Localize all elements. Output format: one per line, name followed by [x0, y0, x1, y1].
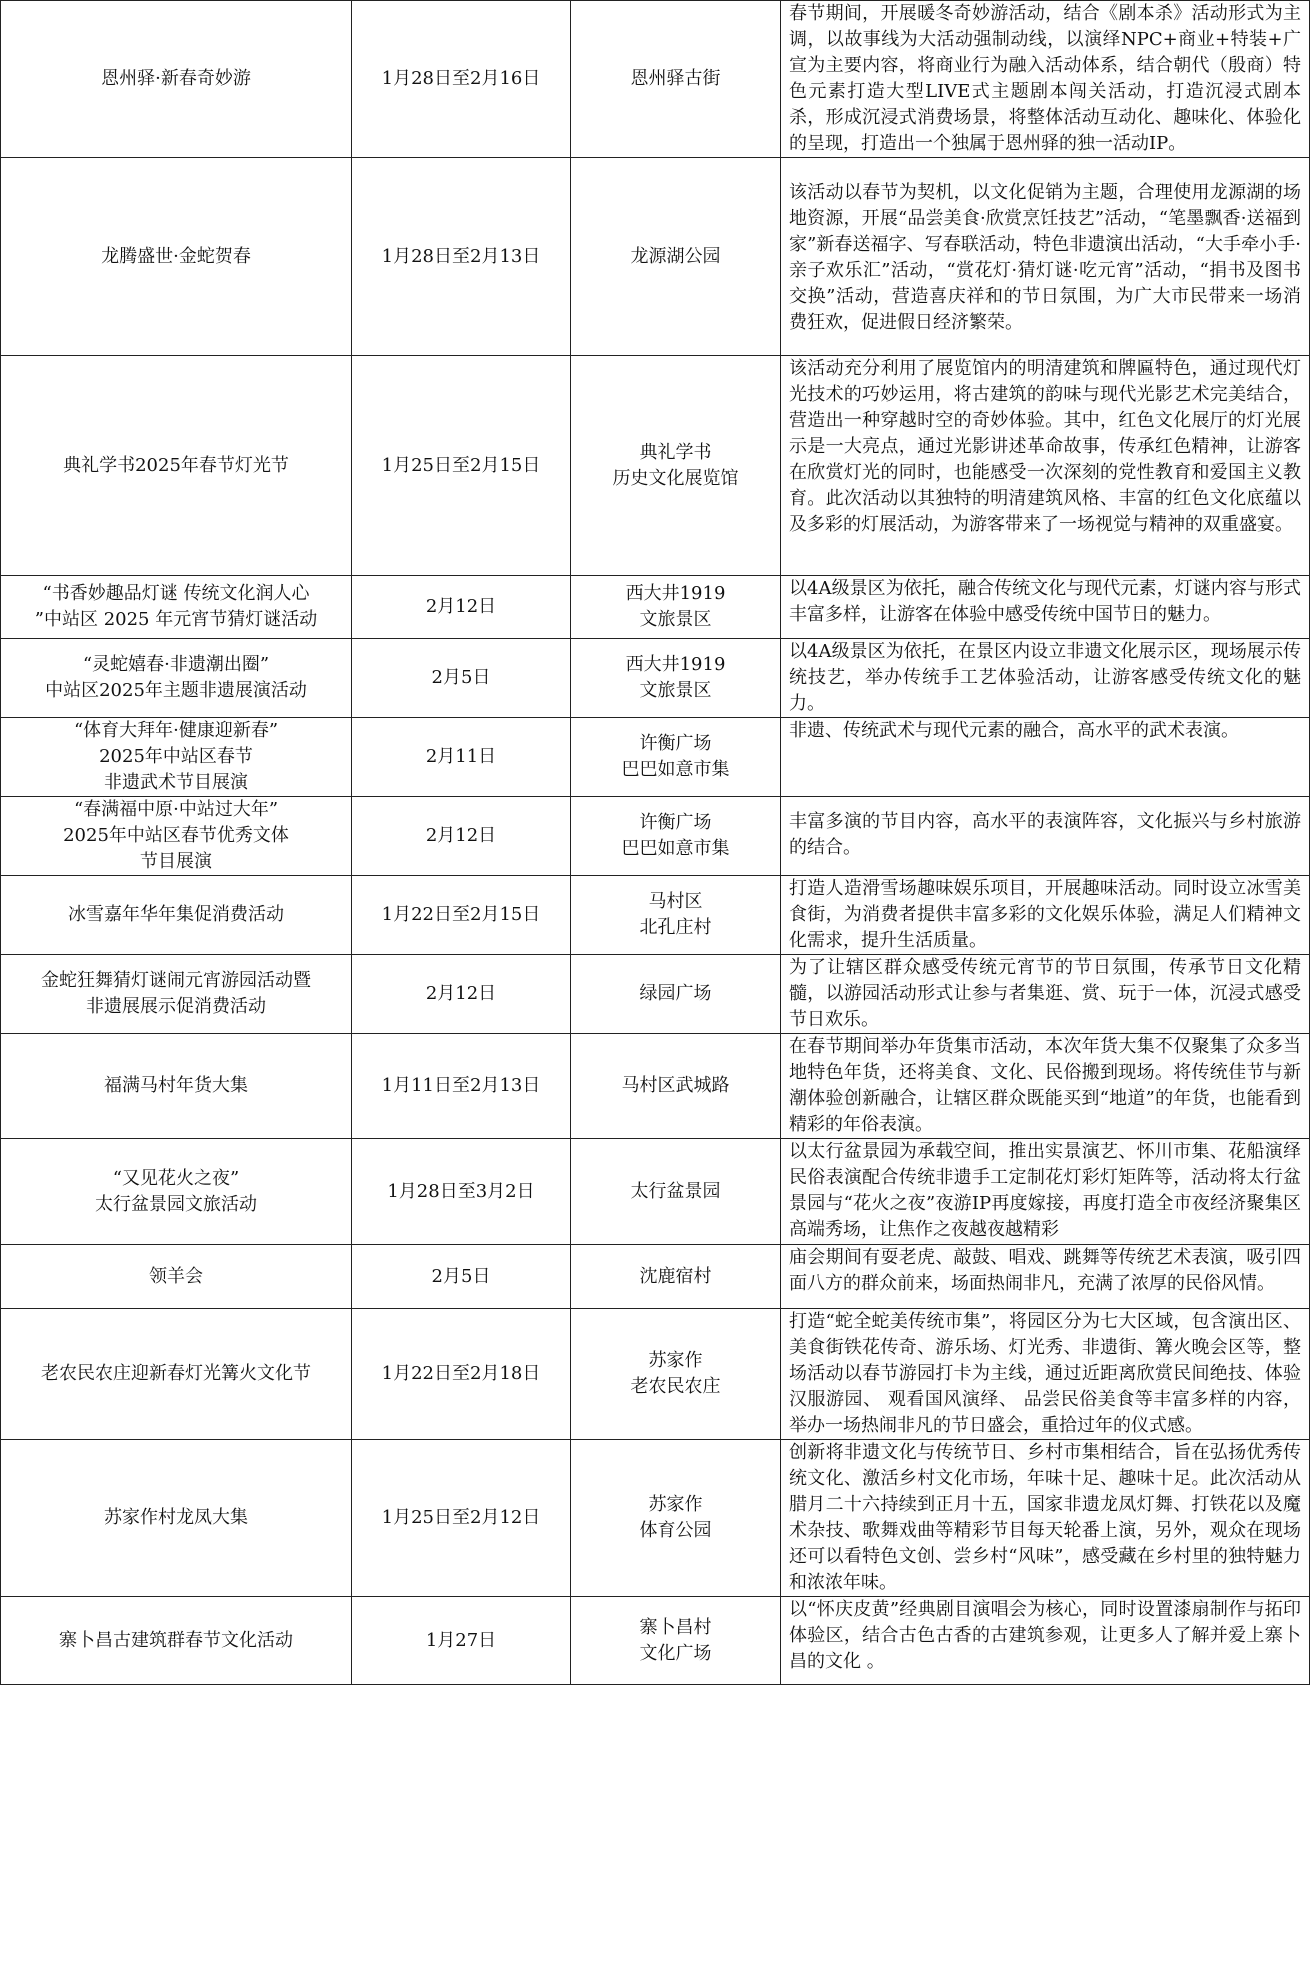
event-place-line: 历史文化展览馆 [612, 467, 739, 489]
event-name-cell [1, 1440, 352, 1597]
event-place-line: 体育公园 [639, 1520, 712, 1541]
event-place-line: 马村区 [648, 891, 703, 912]
event-description-cell [781, 639, 1310, 718]
event-place-cell [571, 356, 781, 576]
event-name-cell [1, 1, 352, 158]
event-date-cell [352, 1597, 571, 1685]
event-name-cell [1, 797, 352, 876]
event-description: 以4A级景区为依托，在景区内设立非遗文化展示区，现场展示传统技艺，举办传统手工艺体验活动，让游客感受传统文化的魅力。 [789, 641, 1301, 714]
event-place-line: 文旅景区 [639, 609, 712, 630]
event-name-cell [1, 876, 352, 955]
event-place-cell [571, 718, 781, 797]
table-row [1, 356, 1310, 576]
event-name-line: 福满马村年货大集 [104, 1075, 248, 1096]
event-date-cell [352, 356, 571, 576]
event-place-line: 巴巴如意市集 [621, 838, 730, 859]
event-description-cell [781, 576, 1310, 639]
event-date-cell [352, 1245, 571, 1309]
event-description-cell [781, 1309, 1310, 1440]
event-description: 春节期间，开展暖冬奇妙游活动，结合《剧本杀》活动形式为主调，以故事线为大活动强制动线，以演绎NPC+商业+特装+广宣为主要内容，将商业行为融入活动体系，结合朝代（殷商）特色元素打造大型LIVE式主题剧本闯关活动，打造沉浸式剧本杀，形成沉浸式消费场景，将整体活动互动化、趣味化、体验化的呈现，打造出一个独属于恩州驿的独一活动IP。 [789, 3, 1301, 154]
event-name-line: “春满福中原·中站过大年” [73, 799, 279, 820]
event-place-line: 寨卜昌村 [639, 1616, 712, 1638]
event-date-cell [352, 1309, 571, 1440]
table-row [1, 1597, 1310, 1685]
event-description: 打造人造滑雪场趣味娱乐项目，开展趣味活动。同时设立冰雪美食街，为消费者提供丰富多彩的文化娱乐体验，满足人们精神文化需求，提升生活质量。 [789, 878, 1301, 951]
event-name-cell [1, 1309, 352, 1440]
event-description-cell [781, 1139, 1310, 1245]
event-place-cell [571, 1139, 781, 1245]
event-place-cell [571, 876, 781, 955]
event-description-cell [781, 797, 1310, 876]
event-place-cell [571, 1309, 781, 1440]
event-description-cell [781, 1245, 1310, 1309]
event-description-cell [781, 955, 1310, 1034]
event-date: 1月22日至2月15日 [381, 904, 541, 925]
event-name-cell [1, 1139, 352, 1245]
event-description: 丰富多演的节目内容，高水平的表演阵容，文化振兴与乡村旅游的结合。 [789, 811, 1301, 858]
table-row [1, 718, 1310, 797]
event-place-line: 文旅景区 [639, 680, 712, 701]
event-place-line: 沈鹿宿村 [639, 1265, 712, 1287]
event-place-line: 典礼学书 [639, 441, 712, 463]
event-description-cell [781, 876, 1310, 955]
event-date-cell [352, 876, 571, 955]
event-name-cell [1, 356, 352, 576]
event-date: 2月11日 [425, 746, 497, 767]
table-row [1, 955, 1310, 1034]
event-name-line: 典礼学书2025年春节灯光节 [63, 454, 289, 476]
event-description-cell [781, 356, 1310, 576]
event-name-line: 冰雪嘉年华年集促消费活动 [68, 904, 284, 925]
event-place-cell [571, 1597, 781, 1685]
event-description-cell [781, 1597, 1310, 1685]
event-date: 2月5日 [431, 1265, 491, 1287]
events-table-body [1, 1, 1310, 1685]
table-row [1, 1, 1310, 158]
event-name-cell [1, 158, 352, 356]
event-name-line: 节目展演 [140, 851, 212, 872]
event-description: 打造“蛇全蛇美传统市集”，将园区分为七大区域，包含演出区、美食街铁花传奇、游乐场、灯光秀、非遗街、篝火晚会区等，整场活动以春节游园打卡为主线，通过近距离欣赏民间绝技、体验汉服游园、 观看国风演绎、 品尝民俗美食等丰富多样的内容，举办一场热闹非凡的节日盛会，重拾过年的仪式感。 [789, 1311, 1301, 1436]
event-description: 以太行盆景园为承载空间，推出实景演艺、怀川市集、花船演绎 民俗表演配合传统非遗手工定制花灯彩灯矩阵等，活动将太行盆景园与“花火之夜”夜游IP再度嫁接，再度打造全市夜经济聚集区高端秀场，让焦作之夜越夜越精彩 [789, 1141, 1301, 1240]
table-row [1, 1034, 1310, 1139]
event-date-cell [352, 576, 571, 639]
event-date-cell [352, 1139, 571, 1245]
event-date: 1月28日至2月16日 [381, 68, 541, 89]
event-name-cell [1, 1245, 352, 1309]
event-date: 2月12日 [425, 825, 497, 846]
event-date: 2月5日 [431, 667, 491, 688]
event-date: 2月12日 [425, 983, 497, 1004]
event-name-cell [1, 955, 352, 1034]
event-name-line: 苏家作村龙凤大集 [104, 1507, 248, 1528]
event-date-cell [352, 639, 571, 718]
event-date-cell [352, 718, 571, 797]
event-place-line: 龙源湖公园 [630, 245, 721, 267]
event-date-cell [352, 955, 571, 1034]
event-name-line: 龙腾盛世·金蛇贺春 [101, 245, 251, 267]
table-row [1, 1440, 1310, 1597]
event-description-cell [781, 1034, 1310, 1139]
table-row [1, 1245, 1310, 1309]
event-place-cell [571, 955, 781, 1034]
event-name-line: 非遗展展示促消费活动 [86, 996, 266, 1017]
event-place-cell [571, 1, 781, 158]
event-name-line: 寨卜昌古建筑群春节文化活动 [59, 1629, 293, 1651]
table-row [1, 158, 1310, 356]
event-name-cell [1, 718, 352, 797]
event-place-line: 苏家作 [648, 1494, 703, 1515]
event-date: 1月25日至2月12日 [381, 1507, 541, 1528]
event-name-cell [1, 576, 352, 639]
event-name-line: 2025年中站区春节优秀文体 [63, 825, 289, 846]
event-place-line: 许衡广场 [639, 812, 712, 833]
event-name-line: “体育大拜年·健康迎新春” [73, 720, 279, 741]
event-description: 为了让辖区群众感受传统元宵节的节日氛围，传承节日文化精髓，以游园活动形式让参与者集逛、赏、玩于一体，沉浸式感受节日欢乐。 [789, 957, 1301, 1030]
event-place-cell [571, 576, 781, 639]
event-place-line: 苏家作 [648, 1350, 703, 1371]
event-date-cell [352, 797, 571, 876]
event-place-line: 太行盆景园 [630, 1180, 721, 1202]
event-name-line: “书香妙趣品灯谜 传统文化润人心 [42, 583, 310, 604]
event-place-line: 西大井1919 [625, 654, 726, 675]
event-name-line: 老农民农庄迎新春灯光篝火文化节 [41, 1363, 311, 1384]
event-place-line: 马村区武城路 [621, 1075, 730, 1096]
event-date-cell [352, 158, 571, 356]
event-date-cell [352, 1034, 571, 1139]
event-name-cell [1, 1597, 352, 1685]
event-place-cell [571, 158, 781, 356]
event-description: 创新将非遗文化与传统节日、乡村市集相结合，旨在弘扬优秀传统文化、激活乡村文化市场，年味十足、趣味十足。此次活动从腊月二十六持续到正月十五，国家非遗龙凤灯舞、打铁花以及魔术杂技、歌舞戏曲等精彩节目每天轮番上演，另外，观众在现场还可以看特色文创、尝乡村“风味”，感受藏在乡村里的独特魅力和浓浓年味。 [789, 1442, 1301, 1593]
event-date: 1月28日至3月2日 [387, 1180, 535, 1202]
event-date: 2月12日 [425, 596, 497, 617]
event-place-cell [571, 639, 781, 718]
event-place-line: 恩州驿古街 [630, 68, 721, 89]
event-description: 在春节期间举办年货集市活动，本次年货大集不仅聚集了众多当地特色年货，还将美食、文化、民俗搬到现场。将传统佳节与新潮体验创新融合，让辖区群众既能买到“地道”的年货，也能看到精彩的年俗表演。 [789, 1036, 1301, 1135]
event-date-cell [352, 1, 571, 158]
event-name-line: “又见花火之夜” [112, 1167, 240, 1189]
event-description: 庙会期间有耍老虎、敲鼓、唱戏、跳舞等传统艺术表演，吸引四面八方的群众前来，场面热闹非凡，充满了浓厚的民俗风情。 [789, 1247, 1301, 1294]
event-description: 该活动充分利用了展览馆内的明清建筑和牌匾特色，通过现代灯光技术的巧妙运用，将古建筑的韵味与现代光影艺术完美结合，营造出一种穿越时空的奇妙体验。其中，红色文化展厅的灯光展示是一大亮点，通过光影讲述革命故事，传承红色精神，让游客在欣赏灯光的同时，也能感受一次深刻的党性教育和爱国主义教育。此次活动以其独特的明清建筑风格、丰富的红色文化底蕴以及多彩的灯展活动，为游客带来了一场视觉与精神的双重盛宴。 [789, 358, 1301, 535]
event-name-line: ”中站区 2025 年元宵节猜灯谜活动 [34, 609, 318, 630]
event-place-line: 绿园广场 [639, 983, 712, 1004]
event-description: 非遗、传统武术与现代元素的融合，高水平的武术表演。 [789, 720, 1239, 741]
event-name-cell [1, 1034, 352, 1139]
event-description-cell [781, 718, 1310, 797]
event-description-cell [781, 1, 1310, 158]
event-description-cell [781, 158, 1310, 356]
event-description: 以“怀庆皮黄”经典剧目演唱会为核心，同时设置漆扇制作与拓印体验区，结合古色古香的古建筑参观，让更多人了解并爱上寨卜昌的文化 。 [789, 1599, 1301, 1672]
table-row [1, 876, 1310, 955]
table-row [1, 576, 1310, 639]
event-name-line: 太行盆景园文旅活动 [95, 1193, 257, 1215]
event-date: 1月22日至2月18日 [381, 1363, 541, 1384]
table-row [1, 1139, 1310, 1245]
event-place-cell [571, 797, 781, 876]
event-name-cell [1, 639, 352, 718]
table-row [1, 639, 1310, 718]
event-date: 1月11日至2月13日 [381, 1075, 541, 1096]
event-place-line: 老农民农庄 [630, 1376, 721, 1397]
table-row [1, 797, 1310, 876]
event-date: 1月25日至2月15日 [381, 454, 541, 476]
event-description-cell [781, 1440, 1310, 1597]
event-name-line: 恩州驿·新春奇妙游 [101, 68, 251, 89]
event-place-cell [571, 1034, 781, 1139]
event-name-line: 中站区2025年主题非遗展演活动 [45, 680, 307, 701]
event-place-cell [571, 1245, 781, 1309]
event-place-line: 西大井1919 [625, 583, 726, 604]
event-place-line: 许衡广场 [639, 733, 712, 754]
event-name-line: 领羊会 [149, 1265, 203, 1287]
event-name-line: 非遗武术节目展演 [104, 772, 248, 793]
event-date: 1月27日 [425, 1629, 497, 1651]
event-description: 以4A级景区为依托，融合传统文化与现代元素，灯谜内容与形式丰富多样，让游客在体验中感受传统中国节日的魅力。 [789, 578, 1301, 625]
event-date-cell [352, 1440, 571, 1597]
event-date: 1月28日至2月13日 [381, 245, 541, 267]
event-place-line: 文化广场 [639, 1642, 712, 1664]
table-row [1, 1309, 1310, 1440]
event-place-line: 北孔庄村 [639, 917, 712, 938]
event-place-line: 巴巴如意市集 [621, 759, 730, 780]
event-name-line: 2025年中站区春节 [99, 746, 253, 767]
event-description: 该活动以春节为契机，以文化促销为主题，合理使用龙源湖的场地资源，开展“品尝美食·欣赏烹饪技艺”活动，“笔墨飘香·送福到家”新春送福字、写春联活动，特色非遗演出活动，“大手牵小手·亲子欢乐汇”活动，“赏花灯·猜灯谜·吃元宵”活动，“捐书及图书交换”活动，营造喜庆祥和的节日氛围，为广大市民带来一场消费狂欢，促进假日经济繁荣。 [789, 182, 1301, 333]
event-name-line: “灵蛇嬉春·非遗潮出圈” [82, 654, 270, 675]
event-place-cell [571, 1440, 781, 1597]
event-name-line: 金蛇狂舞猜灯谜闹元宵游园活动暨 [41, 970, 311, 991]
